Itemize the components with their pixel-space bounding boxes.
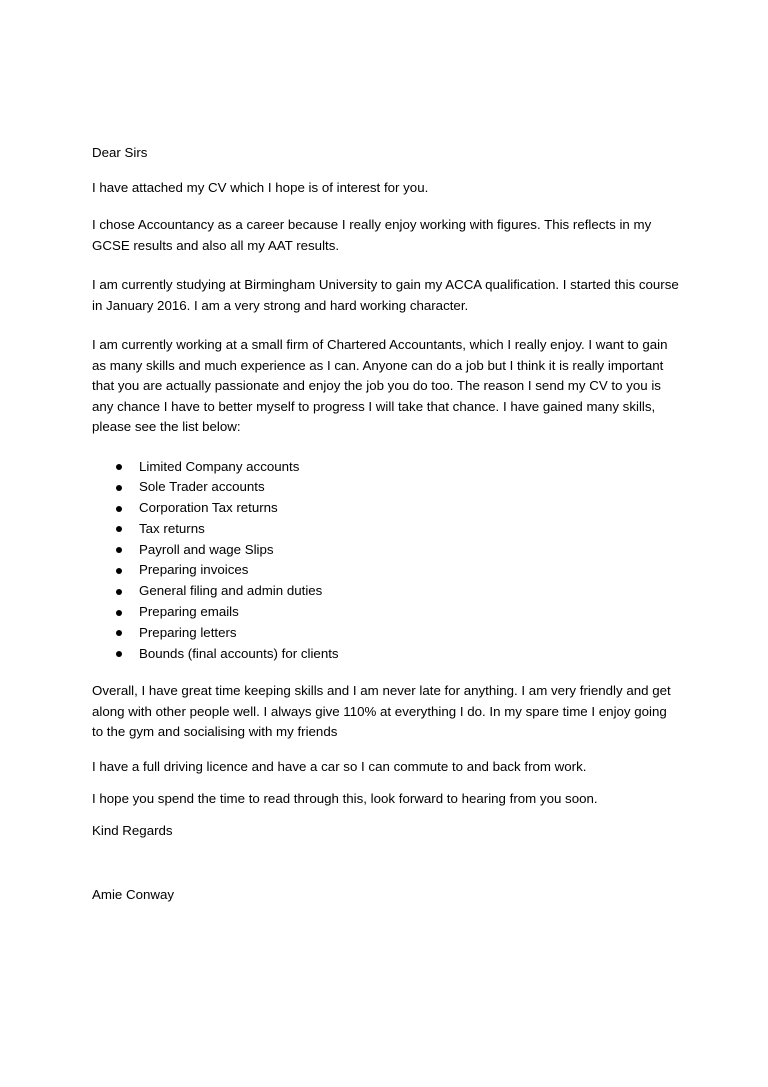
paragraph-hope: I hope you spend the time to read through this, look forward to hearing from you soon. — [92, 791, 598, 807]
sign-off: Kind Regards — [92, 822, 173, 838]
paragraph-accountancy: I chose Accountancy as a career because I really enjoy working with figures. This reflects in my GCSE results and also all my AAT results. — [92, 217, 652, 253]
paragraph-working: I am currently working at a small firm of Chartered Accountants, which I really enjoy. I want to gain as many skills and much experience as I can. Anyone can do a job but I think it is really important that you are actually passionate and enjoy the job you do too. The reason I send my CV to you is any chance I have to better myself to progress I will take that chance. I have gained many skills, please see the list below: — [92, 337, 668, 434]
salutation: Dear Sirs — [92, 145, 148, 160]
bullet-icon — [116, 485, 122, 491]
skill-label: General filing and admin duties — [139, 583, 323, 599]
bullet-icon — [116, 630, 122, 636]
list-item — [116, 623, 680, 644]
list-item — [116, 519, 680, 540]
list-item — [116, 560, 680, 581]
bullet-icon — [116, 526, 122, 532]
skill-label: Tax returns — [139, 520, 205, 536]
skills-list — [92, 457, 680, 665]
skill-label: Payroll and wage Slips — [139, 541, 274, 557]
bullet-icon — [116, 506, 122, 512]
skill-label: Bounds (final accounts) for clients — [139, 645, 339, 661]
list-item — [116, 498, 680, 519]
list-item — [116, 457, 680, 478]
letter-body — [92, 143, 680, 906]
list-item — [116, 602, 680, 623]
bullet-icon — [116, 651, 122, 657]
skill-label: Preparing emails — [139, 604, 239, 620]
skill-label: Preparing invoices — [139, 562, 249, 578]
paragraph-driving: I have a full driving licence and have a car so I can commute to and back from work. — [92, 758, 587, 774]
list-item — [116, 477, 680, 498]
skill-label: Limited Company accounts — [139, 458, 300, 474]
skill-label: Sole Trader accounts — [139, 479, 265, 495]
skill-label: Corporation Tax returns — [139, 500, 278, 516]
paragraph-overall: Overall, I have great time keeping skills and I am never late for anything. I am very friendly and get along with other people well. I always give 110% at everything I do. In my spare time I enjoy going to the gym and socialising with my friends — [92, 683, 671, 740]
skill-label: Preparing letters — [139, 624, 237, 640]
list-item — [116, 540, 680, 561]
paragraph-attached: I have attached my CV which I hope is of interest for you. — [92, 179, 429, 195]
list-item — [116, 644, 680, 665]
bullet-icon — [116, 610, 122, 616]
bullet-icon — [116, 547, 122, 553]
bullet-icon — [116, 568, 122, 574]
list-item — [116, 581, 680, 602]
paragraph-studying: I am currently studying at Birmingham University to gain my ACCA qualification. I started this course in January 2016. I am a very strong and hard working character. — [92, 277, 679, 313]
bullet-icon — [116, 589, 122, 595]
bullet-icon — [116, 464, 122, 470]
signature-name: Amie Conway — [92, 887, 175, 903]
